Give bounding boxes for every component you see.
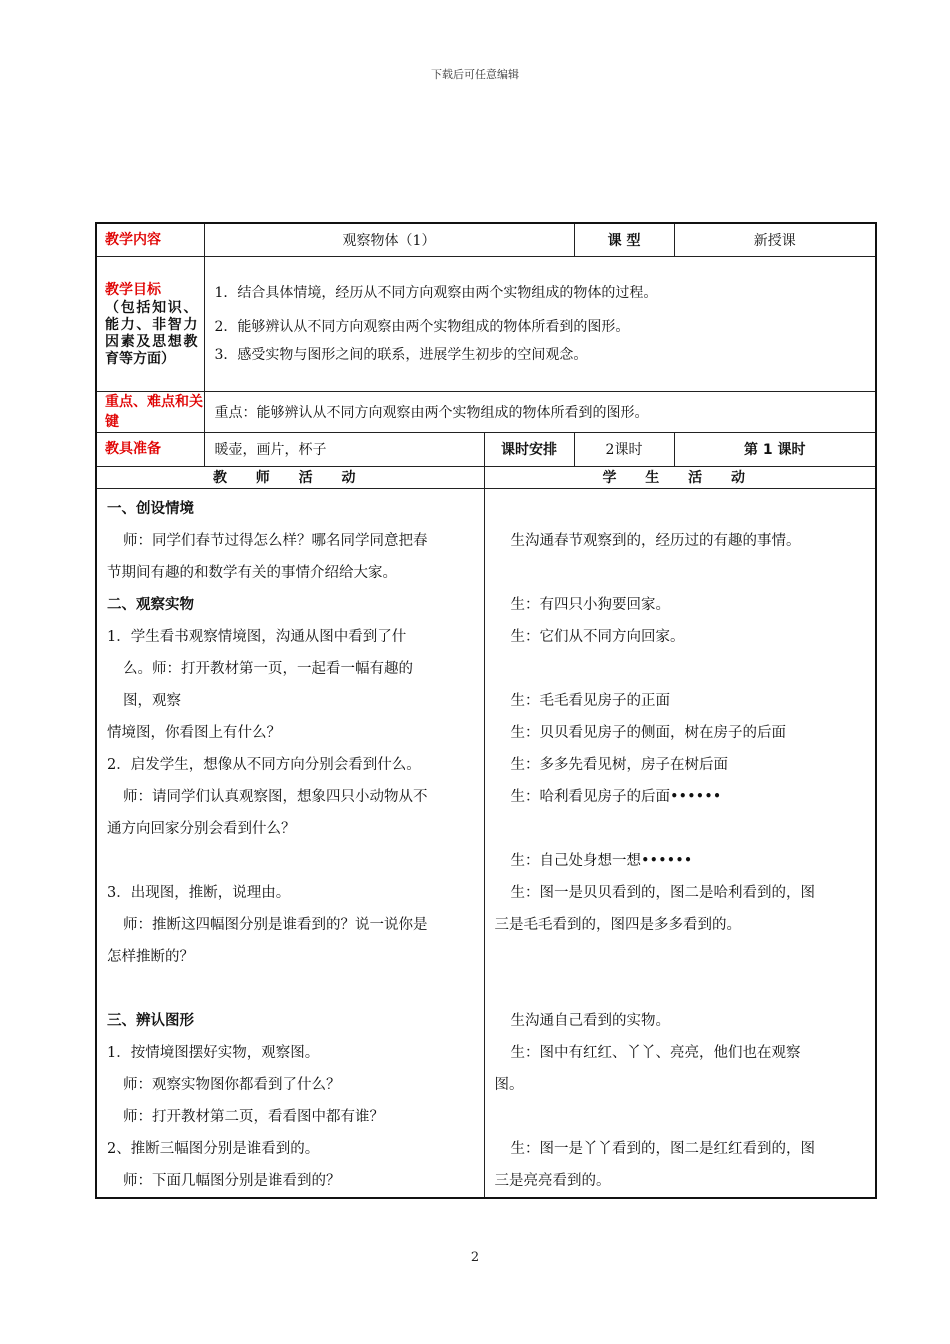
student-activity-line: 生：它们从不同方向回家。	[510, 628, 685, 645]
label-teaching-goals	[96, 256, 204, 391]
row-activity-headers	[96, 466, 876, 488]
key-points-text: 重点：能够辨认从不同方向观察由两个实物组成的物体所看到的图形。	[204, 391, 876, 432]
teacher-activity-column	[96, 488, 484, 1198]
teacher-activity-line: 2．启发学生，想像从不同方向分别会看到什么。	[107, 756, 421, 773]
student-activity-line: 图。	[494, 1076, 524, 1093]
blank-line	[495, 1101, 876, 1133]
goals-list	[204, 256, 876, 391]
teacher-lines	[107, 489, 484, 1197]
label-key-points: 重点、难点和关键	[96, 391, 204, 432]
page-header-note: 下载后可任意编辑	[431, 68, 519, 81]
student-activity-line: 生：贝贝看见房子的侧面，树在房子的后面	[510, 724, 786, 741]
goal-item: 3．感受实物与图形之间的联系，进展学生初步的空间观念。	[214, 346, 588, 363]
teacher-activity-line: 3．出现图，推断，说理由。	[107, 884, 291, 901]
page-number: 2	[470, 1250, 480, 1265]
lesson-number: 第 1 课时	[674, 432, 876, 466]
blank-line	[107, 845, 484, 877]
label-lesson-type: 课 型	[574, 223, 674, 256]
student-activity-line: 生：有四只小狗要回家。	[510, 596, 670, 613]
student-activity-line: 三是亮亮看到的。	[494, 1172, 611, 1189]
label-teaching-aids: 教具准备	[96, 432, 204, 466]
blank-line	[495, 973, 876, 1005]
row-key-points	[96, 391, 876, 432]
teacher-activity-line: 1．学生看书观察情境图，沟通从图中看到了什	[107, 628, 407, 645]
lesson-type-value: 新授课	[674, 223, 876, 256]
blank-line	[107, 973, 484, 1005]
teacher-activity-line: 师：请同学们认真观察图，想象四只小动物从不	[123, 788, 428, 805]
teaching-aids-text: 暖壶，画片，杯子	[204, 432, 484, 466]
student-activity-line: 生：图一是丫丫看到的，图二是红红看到的，图	[510, 1140, 815, 1157]
teacher-activity-line: 节期间有趣的和数学有关的事情介绍给大家。	[107, 564, 397, 581]
teacher-activity-line: 一、创设情境	[107, 500, 194, 517]
teacher-activity-line: 二、观察实物	[107, 596, 194, 613]
blank-line	[495, 813, 876, 845]
lesson-title: 观察物体（1）	[204, 223, 574, 256]
blank-line	[495, 653, 876, 685]
student-activity-line: 生：多多先看见树，房子在树后面	[510, 756, 728, 773]
teacher-activity-line: 师：下面几幅图分别是谁看到的？	[123, 1172, 341, 1189]
row-teaching-aids	[96, 432, 876, 466]
blank-line	[495, 493, 876, 525]
teacher-activity-line: 师：观察实物图你都看到了什么？	[123, 1076, 341, 1093]
teacher-activity-line: 怎样推断的？	[107, 948, 194, 965]
student-activity-line: 生：图一是贝贝看到的，图二是哈利看到的，图	[510, 884, 815, 901]
goal-item: 1．结合具体情境，经历从不同方向观察由两个实物组成的物体的过程。	[214, 284, 658, 301]
lesson-plan-table	[95, 222, 877, 1199]
goals-label-sub: （包括知识、能力、非智力因素及思想教育等方面）	[105, 299, 198, 367]
teacher-activity-line: 师：同学们春节过得怎么样？哪名同学同意把春	[123, 532, 428, 549]
student-activity-line: 生：自己处身想一想••••••	[510, 852, 693, 869]
blank-line	[495, 557, 876, 589]
student-activity-line: 生沟通自己看到的实物。	[510, 1012, 670, 1029]
goal-item: 2．能够辨认从不同方向观察由两个实物组成的物体所看到的图形。	[214, 318, 630, 335]
teacher-activity-line: 情境图，你看图上有什么？	[107, 724, 281, 741]
teacher-activity-line: 三、辨认图形	[107, 1012, 194, 1029]
teacher-activity-line: 2、推断三幅图分别是谁看到的。	[107, 1140, 320, 1157]
row-teaching-content	[96, 223, 876, 256]
student-activity-line: 生：毛毛看见房子的正面	[510, 692, 670, 709]
label-class-hours: 课时安排	[484, 432, 574, 466]
teacher-activity-line: 通方向回家分别会看到什么？	[107, 820, 296, 837]
student-activity-header: 学 生 活 动	[484, 466, 876, 488]
teacher-activity-line: 图，观察	[123, 692, 181, 709]
row-activities	[96, 488, 876, 1198]
goals-label-main: 教学目标	[105, 281, 161, 298]
student-activity-line: 生：哈利看见房子的后面••••••	[510, 788, 722, 805]
student-activity-line: 三是毛毛看到的，图四是多多看到的。	[494, 916, 741, 933]
teacher-activity-line: 师：打开教材第二页，看看图中都有谁？	[123, 1108, 384, 1125]
label-teaching-content: 教学内容	[96, 223, 204, 256]
student-activity-column	[484, 488, 876, 1198]
blank-line	[495, 941, 876, 973]
student-activity-line: 生沟通春节观察到的，经历过的有趣的事情。	[510, 532, 801, 549]
row-teaching-goals	[96, 256, 876, 391]
teacher-activity-header: 教 师 活 动	[96, 466, 484, 488]
teacher-activity-line: 么。师：打开教材第一页，一起看一幅有趣的	[123, 660, 413, 677]
teacher-activity-line: 1．按情境图摆好实物，观察图。	[107, 1044, 320, 1061]
teacher-activity-line: 师：推断这四幅图分别是谁看到的？说一说你是	[123, 916, 428, 933]
student-activity-line: 生：图中有红红、丫丫、亮亮，他们也在观察	[510, 1044, 801, 1061]
class-hours-value: 2课时	[574, 432, 674, 466]
student-lines	[495, 489, 876, 1197]
